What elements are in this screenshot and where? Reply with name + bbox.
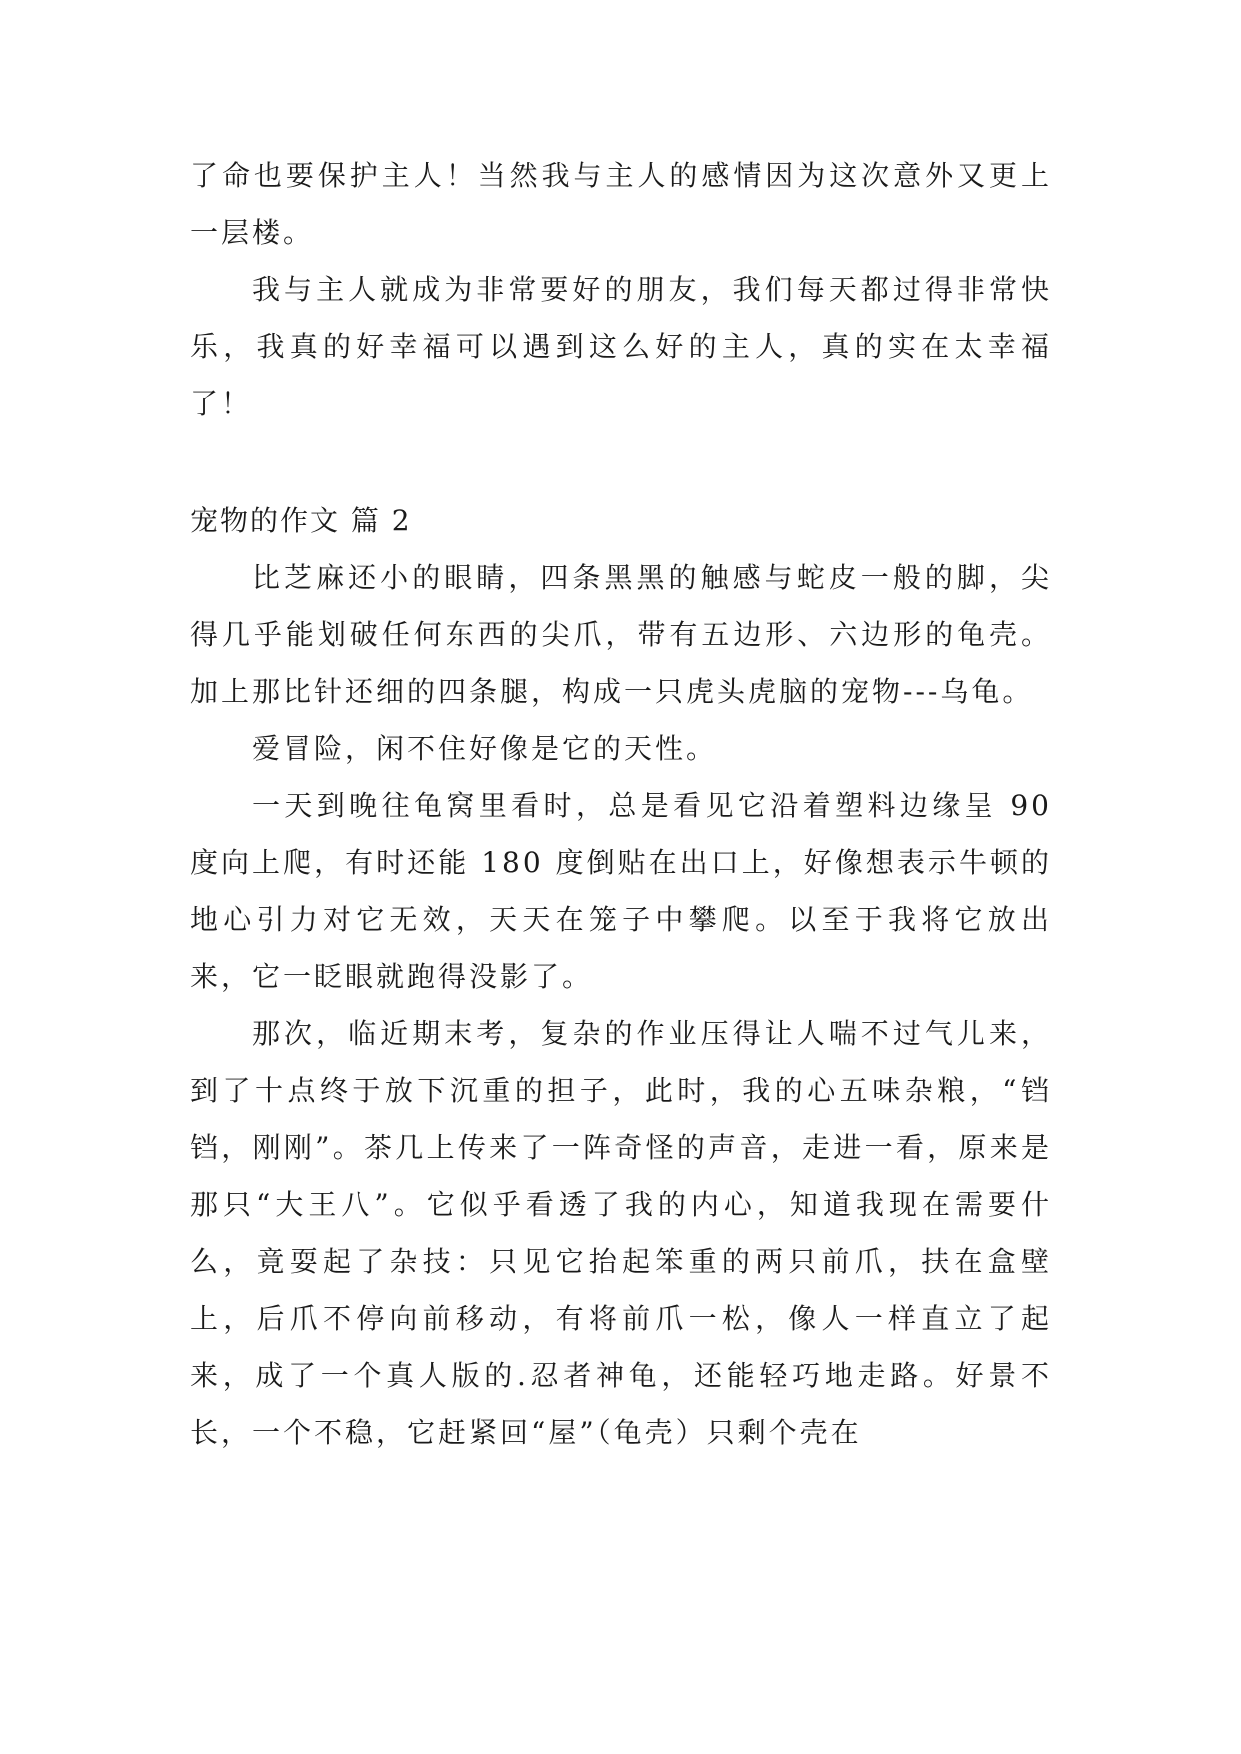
document-body <box>190 147 1052 1461</box>
section-spacer <box>190 432 1052 492</box>
paragraph-continuation: 了命也要保护主人！当然我与主人的感情因为这次意外又更上一层楼。 <box>190 159 1052 249</box>
paragraph: 一天到晚往龟窝里看时，总是看见它沿着塑料边缘呈 90 度向上爬，有时还能 180 度倒贴在出口上，好像想表示牛顿的地心引力对它无效，天天在笼子中攀爬。以至于我将它放出来，它一眨眼就跑得没影了。 <box>190 789 1052 993</box>
paragraph: 爱冒险，闲不住好像是它的天性。 <box>252 732 718 765</box>
paragraph: 我与主人就成为非常要好的朋友，我们每天都过得非常快乐，我真的好幸福可以遇到这么好的主人，真的实在太幸福了！ <box>190 273 1052 420</box>
paragraph: 那次，临近期末考，复杂的作业压得让人喘不过气儿来，到了十点终于放下沉重的担子，此时，我的心五味杂粮，“铛铛，刚刚”。茶几上传来了一阵奇怪的声音，走进一看，原来是那只“大王八”。它似乎看透了我的内心，知道我现在需要什么，竟耍起了杂技：只见它抬起笨重的两只前爪，扶在盒壁上，后爪不停向前移动，有将前爪一松，像人一样直立了起来，成了一个真人版的.忍者神龟，还能轻巧地走路。好景不长，一个不稳，它赶紧回“屋”（龟壳）只剩个壳在 <box>190 1017 1052 1449</box>
section-title: 宠物的作文 篇 2 <box>190 504 412 537</box>
paragraph: 比芝麻还小的眼睛，四条黑黑的触感与蛇皮一般的脚，尖得几乎能划破任何东西的尖爪，带有五边形、六边形的龟壳。加上那比针还细的四条腿，构成一只虎头虎脑的宠物---乌龟。 <box>190 561 1052 708</box>
